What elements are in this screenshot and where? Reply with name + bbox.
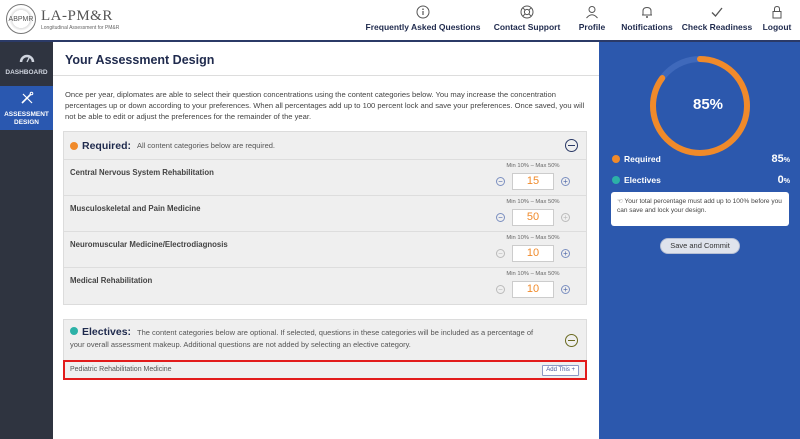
info-note	[611, 192, 789, 226]
nav-label: Logout	[762, 22, 792, 32]
total-percentage: 85%	[692, 96, 724, 113]
user-icon	[584, 4, 600, 20]
summary-panel	[599, 42, 800, 439]
collapse-required-icon[interactable]	[565, 139, 578, 152]
seal-text: ABPMR	[8, 15, 34, 23]
note-text: Your total percentage must add up to 100% before you can save and lock your design.	[617, 198, 782, 214]
required-description: All content categories below are required.	[137, 141, 276, 150]
category-range: Min 10% – Max 50%	[506, 163, 560, 169]
nav-label: Check Readiness	[681, 22, 753, 32]
progress-ring	[607, 48, 727, 158]
add-elective-button[interactable]: Add This +	[542, 365, 579, 376]
sidebar-item-dashboard[interactable]	[0, 42, 53, 86]
checkmark-icon	[709, 4, 725, 20]
main-content	[53, 42, 599, 439]
nav-profile[interactable]	[570, 0, 614, 40]
pencil-ruler-icon	[19, 90, 35, 111]
elective-name: Pediatric Rehabilitation Medicine	[70, 366, 172, 373]
decrement-button[interactable]: −	[496, 177, 505, 186]
increment-button[interactable]: +	[561, 213, 570, 222]
electives-description-cont: your overall assessment makeup. Additional questions are not added by selecting an elective category.	[70, 340, 411, 349]
save-and-commit-button[interactable]: Save and Commit	[660, 238, 740, 254]
lifebuoy-icon	[519, 4, 535, 20]
percentage-input[interactable]: 50	[512, 209, 554, 226]
nav-notifications[interactable]	[614, 0, 680, 40]
category-name: Medical Rehabilitation	[70, 276, 153, 285]
abpmr-seal-icon	[6, 4, 36, 34]
nav-label: Contact Support	[493, 22, 561, 32]
legend-electives	[612, 173, 790, 187]
top-navigation-bar	[0, 0, 800, 42]
electives-title: Electives:	[82, 326, 132, 338]
gauge-icon	[19, 51, 35, 69]
electives-description: The content categories below are optional. If selected, questions in these categories will be included as a percentage of	[137, 328, 534, 337]
category-name: Musculoskeletal and Pain Medicine	[70, 204, 201, 213]
increment-button[interactable]: +	[561, 285, 570, 294]
category-name: Central Nervous System Rehabilitation	[70, 168, 214, 177]
percentage-stepper	[496, 173, 570, 191]
percentage-input[interactable]: 15	[512, 173, 554, 190]
elective-row-pediatric	[63, 360, 587, 380]
legend-required	[612, 152, 790, 166]
left-sidebar	[0, 42, 53, 439]
category-range: Min 10% – Max 50%	[506, 271, 560, 277]
info-icon	[415, 4, 431, 20]
divider	[53, 75, 599, 76]
main-nav	[362, 0, 800, 40]
increment-button[interactable]: +	[561, 249, 570, 258]
sidebar-item-assessment-design[interactable]	[0, 86, 53, 130]
decrement-button[interactable]: −	[496, 213, 505, 222]
legend-label: Required	[624, 154, 661, 164]
required-row-cns	[64, 160, 586, 196]
lock-icon	[769, 4, 785, 20]
percentage-stepper	[496, 245, 570, 263]
percentage-input[interactable]: 10	[512, 281, 554, 298]
nav-label: Profile	[578, 22, 606, 32]
teal-dot-icon	[612, 176, 620, 184]
teal-dot-icon	[70, 327, 78, 335]
required-row-medical	[64, 268, 586, 304]
category-range: Min 10% – Max 50%	[506, 199, 560, 205]
bell-icon	[639, 4, 655, 20]
nav-label: Frequently Asked Questions	[365, 22, 481, 32]
nav-check-readiness[interactable]	[680, 0, 754, 40]
brand-subtitle: Longitudinal Assessment for PM&R	[41, 24, 120, 31]
nav-contact-support[interactable]	[484, 0, 570, 40]
orange-dot-icon	[70, 142, 78, 150]
nav-label: Notifications	[621, 22, 673, 32]
category-range: Min 10% – Max 50%	[506, 235, 560, 241]
percentage-stepper	[496, 209, 570, 227]
increment-button[interactable]: +	[561, 177, 570, 186]
decrement-button[interactable]: −	[496, 285, 505, 294]
required-panel	[63, 131, 587, 305]
percentage-stepper	[496, 281, 570, 299]
sidebar-item-label: ASSESSMENT DESIGN	[4, 110, 49, 126]
required-row-neuromuscular	[64, 232, 586, 268]
decrement-button[interactable]: −	[496, 249, 505, 258]
nav-faq[interactable]	[362, 0, 484, 40]
required-header	[64, 132, 586, 160]
logo[interactable]	[6, 4, 119, 34]
hand-pointer-icon: ☜	[617, 198, 625, 205]
required-title: Required:	[82, 139, 132, 152]
electives-value: 0%	[777, 174, 790, 186]
percentage-input[interactable]: 10	[512, 245, 554, 262]
nav-logout[interactable]	[754, 0, 800, 40]
required-value: 85%	[771, 153, 790, 165]
legend-label: Electives	[624, 175, 661, 185]
intro-text: Once per year, diplomates are able to select their question concentrations using the content categories below. You may increase the concentration percentages up or down according to your preferences. When all percentages add up to 100 percent lock and save your preferences. Once saved, you will not be able to edit or adjust the preferences for the remainder of the year.	[65, 90, 585, 121]
page-title: Your Assessment Design	[65, 53, 215, 67]
category-name: Neuromuscular Medicine/Electrodiagnosis	[70, 240, 228, 249]
brand-title: LA-PM&R	[41, 7, 113, 24]
collapse-electives-icon[interactable]	[565, 334, 578, 347]
required-row-msk	[64, 196, 586, 232]
sidebar-item-label: DASHBOARD	[5, 69, 48, 76]
orange-dot-icon	[612, 155, 620, 163]
